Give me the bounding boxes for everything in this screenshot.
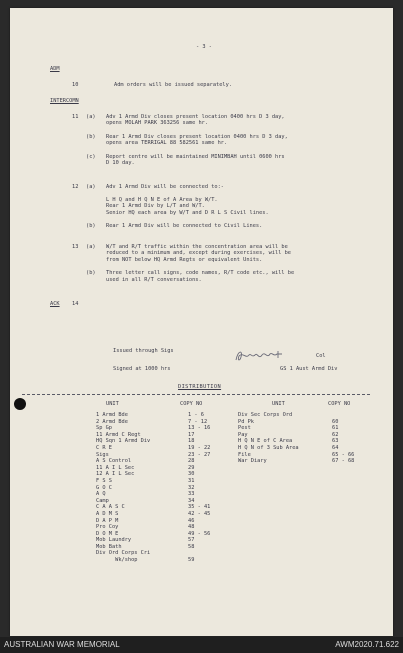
- dist-header-copy-right: COPY NO: [328, 401, 351, 407]
- para11-1-line-0: Rear 1 Armd Div closes present location 0400 hrs D 3 day,: [106, 133, 288, 140]
- dist-left-copy-9: 30: [188, 471, 195, 478]
- dist-left-copy-13: 34: [188, 497, 195, 504]
- dist-left-copy-17: 48: [188, 524, 195, 531]
- dist-right-unit-0: Div Sec Corps Ord: [238, 412, 293, 418]
- para13-0-line-0: W/T and R/T traffic within the concentration area will be: [106, 244, 288, 250]
- dist-left-unit-0: 1 Armd Bde: [96, 412, 128, 418]
- dist-left-unit-2: Sp Gp: [96, 425, 112, 432]
- dist-left-copy-3: 17: [188, 431, 195, 438]
- dist-left-copy-21: [188, 550, 210, 557]
- distribution-title: DISTRIBUTION: [178, 384, 222, 390]
- para11-1-label: (b): [86, 133, 96, 140]
- dist-right-copy-7: 67 - 68: [332, 458, 355, 465]
- dist-right-unit-4: H Q N E of C Area: [238, 438, 293, 445]
- dist-left-copy-20: 58: [188, 543, 195, 550]
- dist-left-copy-15: 42 - 45: [188, 510, 211, 517]
- dist-left-unit-9: 12 A I L Sec: [96, 471, 135, 478]
- dist-left-unit-5: C R E: [96, 444, 112, 451]
- dist-right-copy-6: 65 - 66: [332, 451, 355, 458]
- para13-1-line-1: used in all R/T conversations.: [106, 276, 202, 283]
- dist-right-unit-1: Pd Pk: [238, 418, 254, 425]
- para11-0-label: (a): [86, 114, 96, 120]
- dist-right-copy-2: 61: [332, 425, 339, 432]
- para11-0-line-1: opens MOLAH PARK 363256 same hr.: [106, 120, 209, 127]
- dist-right-unit-3: Pay: [238, 431, 248, 438]
- dist-left-copy-6: 23 - 27: [188, 451, 211, 458]
- dist-left-unit-12: A Q: [96, 491, 106, 498]
- archive-name: AUSTRALIAN WAR MEMORIAL: [4, 640, 120, 649]
- para13-1-label: (b): [86, 270, 96, 277]
- para-11-number: 11: [72, 114, 79, 120]
- para12-0-line-4: Senior HQ each area by W/T and D R L S Civil lines.: [106, 209, 269, 216]
- document-page: [10, 8, 393, 636]
- para13-1-line-0: Three letter call signs, code names, R/T code etc., will be: [106, 270, 295, 277]
- signer-rank: Col: [316, 353, 326, 359]
- dist-left-copy-19: 57: [188, 537, 195, 544]
- handwritten-signature: [234, 348, 290, 364]
- distribution-divider: [22, 394, 370, 395]
- para11-0-line-0: Adv 1 Armd Div closes present location 0400 hrs D 3 day,: [106, 114, 285, 120]
- dist-right-copies: [332, 412, 354, 465]
- dist-left-unit-20: Mob Bath: [96, 543, 122, 550]
- para12-0-line-2: L H Q and H Q N E of A Area by W/T.: [106, 196, 218, 203]
- section-heading-ack: ACK: [50, 301, 60, 307]
- dist-right-unit-2: Pest: [238, 425, 251, 432]
- dist-left-copy-0: 1 - 6: [188, 412, 204, 418]
- para11-2-label: (c): [86, 153, 96, 160]
- para-12-number: 12: [72, 184, 79, 190]
- dist-left-units: [96, 412, 150, 564]
- dist-header-unit-right: UNIT: [272, 401, 285, 407]
- archive-reference: AWM2020.71.622: [335, 640, 399, 649]
- dist-header-copy-left: COPY NO: [180, 401, 203, 407]
- punch-hole: [14, 398, 26, 410]
- dist-right-unit-7: War Diary: [238, 458, 267, 465]
- para13-0-line-1: reduced to a minimum and, except during exercises, will be: [106, 250, 291, 257]
- para13-0-label: (a): [86, 244, 96, 250]
- page-number: - 3 -: [196, 44, 212, 50]
- dist-left-unit-7: A S Control: [96, 458, 132, 465]
- dist-left-copy-7: 28: [188, 458, 195, 465]
- para12-0-label: (a): [86, 184, 96, 190]
- section-heading-adm: ADM: [50, 66, 60, 72]
- dist-left-unit-15: A D M S: [96, 510, 119, 517]
- dist-left-copy-1: 7 - 12: [188, 418, 208, 425]
- dist-right-copy-1: 60: [332, 418, 339, 425]
- para12-0-line-3: Rear 1 Armd Div by L/T and W/T.: [106, 203, 205, 210]
- dist-left-copy-11: 32: [188, 484, 195, 491]
- para-10-text: Adm orders will be issued separately.: [114, 82, 232, 88]
- dist-left-copies: [188, 412, 210, 564]
- dist-left-unit-17: Pro Coy: [96, 524, 119, 531]
- para12-1-line-0: Rear 1 Armd Div will be connected to Civil Lines.: [106, 223, 263, 229]
- para12-0-line-0: Adv 1 Armd Div will be connected to:-: [106, 184, 224, 190]
- para11-2-line-0: Report centre will be maintained MINIMBAH until 0600 hrs: [106, 153, 285, 160]
- dist-left-copy-12: 33: [188, 491, 195, 498]
- dist-left-unit-4: HQ Sqn 1 Armd Div: [96, 438, 151, 445]
- dist-left-copy-10: 31: [188, 477, 195, 484]
- para-13-number: 13: [72, 244, 79, 250]
- para11-2-line-1: D 10 day.: [106, 160, 135, 166]
- dist-left-unit-11: G O C: [96, 484, 112, 491]
- dist-right-copy-5: 64: [332, 444, 339, 451]
- dist-left-copy-2: 13 - 16: [188, 425, 211, 432]
- dist-left-copy-4: 18: [188, 438, 195, 445]
- dist-left-copy-5: 19 - 22: [188, 444, 211, 451]
- dist-left-unit-10: F S S: [96, 477, 112, 484]
- dist-left-unit-8: 11 A I L Sec: [96, 464, 135, 471]
- para-10-number: 10: [72, 82, 79, 88]
- dist-left-unit-18: D O M E: [96, 530, 119, 537]
- signed-line: Signed at 1000 hrs: [113, 366, 171, 372]
- para13-0-line-2: from NOT below HQ Armd Regts or equivalent Units.: [106, 256, 263, 263]
- dist-right-copy-4: 63: [332, 438, 339, 445]
- dist-header-unit-left: UNIT: [106, 401, 119, 407]
- dist-left-unit-3: 11 Armd C Regt: [96, 431, 141, 438]
- dist-left-unit-19: Mob Laundry: [96, 537, 132, 544]
- para12-1-label: (b): [86, 223, 96, 229]
- dist-left-unit-22: Wk/shop: [96, 557, 138, 564]
- dist-right-copy-3: 62: [332, 431, 339, 438]
- dist-right-copy-0: [332, 412, 354, 419]
- dist-left-copy-8: 29: [188, 464, 195, 471]
- dist-right-unit-6: File: [238, 451, 251, 458]
- issued-line: Issued through Sigs: [113, 348, 174, 354]
- dist-left-copy-22: 59: [188, 557, 195, 564]
- dist-right-units: [238, 412, 299, 465]
- archive-footer: [0, 637, 403, 653]
- dist-right-unit-5: H Q N of 3 Sub Area: [238, 444, 299, 451]
- dist-left-unit-21: Div Ord Corps Cri: [96, 550, 151, 557]
- section-heading-intercomn: INTERCOMN: [50, 98, 79, 104]
- signer-unit: GS 1 Aust Armd Div: [280, 366, 338, 372]
- dist-left-unit-6: Sigs: [96, 451, 109, 458]
- dist-left-unit-13: Camp: [96, 497, 109, 504]
- dist-left-copy-18: 49 - 56: [188, 530, 211, 537]
- dist-left-unit-14: C A A S C: [96, 504, 125, 511]
- para-14-number: 14: [72, 301, 79, 307]
- para11-1-line-1: opens area TERRIGAL 88 582561 same hr.: [106, 140, 228, 147]
- dist-left-unit-16: D A P M: [96, 517, 119, 524]
- dist-left-copy-16: 46: [188, 517, 195, 524]
- dist-left-unit-1: 2 Armd Bde: [96, 418, 128, 425]
- dist-left-copy-14: 35 - 41: [188, 504, 211, 511]
